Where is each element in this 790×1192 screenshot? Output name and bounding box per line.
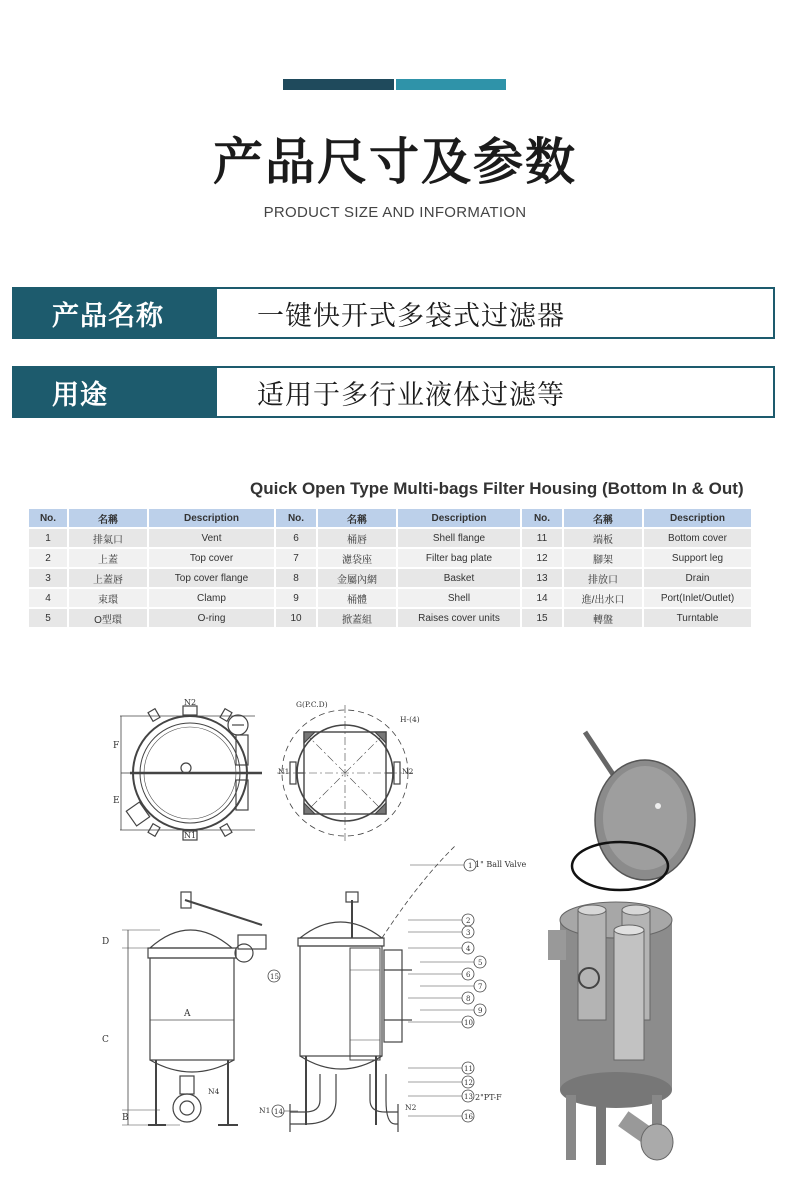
callout-number: 14 [274,1108,283,1116]
table-cell: Filter bag plate [398,549,520,567]
front-view-label-n4: N4 [208,1087,220,1096]
table-cell: 5 [29,609,67,627]
top-view-label-e: E [113,796,120,806]
callout-6 [408,968,474,980]
table-row [29,549,751,567]
page-subtitle: PRODUCT SIZE AND INFORMATION [263,204,527,221]
table-cell: 6 [276,529,316,547]
callout-8 [408,992,474,1004]
table-cell: 1 [29,529,67,547]
callout-16 [408,1110,474,1122]
table-cell: 3 [29,569,67,587]
table-cell: 8 [276,569,316,587]
table-cell: Top cover flange [149,569,274,587]
col-header: Description [644,509,751,527]
front-view-label-d: D [102,937,110,947]
col-header: 名稱 [318,509,396,527]
callout-14 [272,1105,298,1117]
table-cell: 金屬內網 [318,569,396,587]
front-view-label-b: B [122,1113,129,1123]
header-bar-dark [283,79,394,90]
section-note-drain: 2"PT-F [475,1093,502,1102]
top-view-label-f: F [113,741,120,751]
callout-5 [420,956,486,968]
table-cell: 11 [522,529,562,547]
col-header: No. [276,509,316,527]
flange-view-label-h: H-(4) [400,715,420,724]
col-header: 名稱 [69,509,147,527]
front-view-callout-15 [268,970,280,982]
table-cell: 15 [522,609,562,627]
filter-housing-drawing [0,680,790,1180]
table-cell: 轉盤 [564,609,642,627]
table-cell: 13 [522,569,562,587]
callout-number: 9 [478,1007,483,1015]
callout-number: 11 [464,1065,473,1073]
info-label: 用途 [14,368,217,416]
table-cell: 排氣口 [69,529,147,547]
table-cell: Turntable [644,609,751,627]
table-row [29,569,751,587]
top-view-diagram [120,706,262,840]
callout-number: 5 [478,959,483,967]
col-header: No. [29,509,67,527]
table-cell: 排放口 [564,569,642,587]
callout-number: 10 [464,1019,473,1027]
section-view-diagram [290,845,456,1132]
table-cell: Port(Inlet/Outlet) [644,589,751,607]
table-cell: 10 [276,609,316,627]
front-view-label-c: C [102,1035,109,1045]
callout-4 [408,942,474,954]
callout-number: 7 [478,983,483,991]
info-label: 产品名称 [14,289,217,337]
table-cell: Drain [644,569,751,587]
table-cell: 束環 [69,589,147,607]
section-note-n1: N1 [259,1106,271,1115]
callout-number: 16 [464,1113,473,1121]
callout-number: 13 [464,1093,473,1101]
section-note-n2: N2 [405,1103,417,1112]
table-cell: O-ring [149,609,274,627]
table-cell: Basket [398,569,520,587]
table-cell: 4 [29,589,67,607]
info-row-product-name [12,287,775,339]
table-cell: Support leg [644,549,751,567]
header-bar-light [396,79,506,90]
table-cell: Shell flange [398,529,520,547]
callout-number: 6 [466,971,471,979]
table-cell: 14 [522,589,562,607]
callout-9 [420,1004,486,1016]
table-cell: 進/出水口 [564,589,642,607]
callout-number: 2 [466,917,471,925]
callout-2 [408,914,474,926]
table-cell: Top cover [149,549,274,567]
table-cell: 桶體 [318,589,396,607]
table-cell: 2 [29,549,67,567]
table-cell: Clamp [149,589,274,607]
table-cell: 上蓋唇 [69,569,147,587]
table-cell: 9 [276,589,316,607]
front-view-diagram [122,892,266,1125]
callout-1 [410,859,476,871]
callout-3 [408,926,474,938]
info-value: 一键快开式多袋式过滤器 [257,300,565,332]
callout-number: 1 [468,862,473,870]
callout-number: 4 [466,945,471,953]
callout-number: 12 [464,1079,473,1087]
page-title: 产品尺寸及参数 [213,133,577,191]
callout-number: 15 [270,973,279,981]
flange-view-diagram [277,705,413,841]
callout-number: 3 [466,929,471,937]
callout-11 [408,1062,474,1074]
parts-table [27,507,753,629]
table-cell: 上蓋 [69,549,147,567]
table-row [29,609,751,627]
callout-10 [408,1016,474,1028]
info-value: 适用于多行业液体过滤等 [257,379,565,411]
table-header-row [29,509,751,527]
table-cell: 12 [522,549,562,567]
table-cell: Raises cover units [398,609,520,627]
col-header: 名稱 [564,509,642,527]
flange-view-label-g: G(P.C.D) [296,700,328,709]
front-view-label-a: A [184,1009,191,1019]
info-row-usage [12,366,775,418]
callout-7 [420,980,486,992]
housing-3d-illustration [548,732,695,1165]
section-note-valve: 1" Ball Valve [475,860,527,869]
table-cell: 掀蓋組 [318,609,396,627]
table-cell: Bottom cover [644,529,751,547]
top-view-label-n1: N1 [184,831,197,840]
flange-view-label-n2: N2 [402,767,414,776]
section-callouts [272,859,486,1122]
table-cell: O型環 [69,609,147,627]
flange-view-label-n1: N1 [278,767,290,776]
callout-number: 8 [466,995,471,1003]
table-cell: 端板 [564,529,642,547]
table-cell: Vent [149,529,274,547]
table-cell: 桶唇 [318,529,396,547]
callout-12 [408,1076,474,1088]
parts-table-title: Quick Open Type Multi-bags Filter Housing (Bottom In & Out) [250,479,744,498]
table-row [29,589,751,607]
col-header: No. [522,509,562,527]
col-header: Description [398,509,520,527]
callout-13 [408,1090,474,1102]
table-cell: Shell [398,589,520,607]
top-view-label-n2: N2 [184,698,197,707]
table-cell: 濾袋座 [318,549,396,567]
table-row [29,529,751,547]
col-header: Description [149,509,274,527]
table-cell: 腳架 [564,549,642,567]
table-cell: 7 [276,549,316,567]
